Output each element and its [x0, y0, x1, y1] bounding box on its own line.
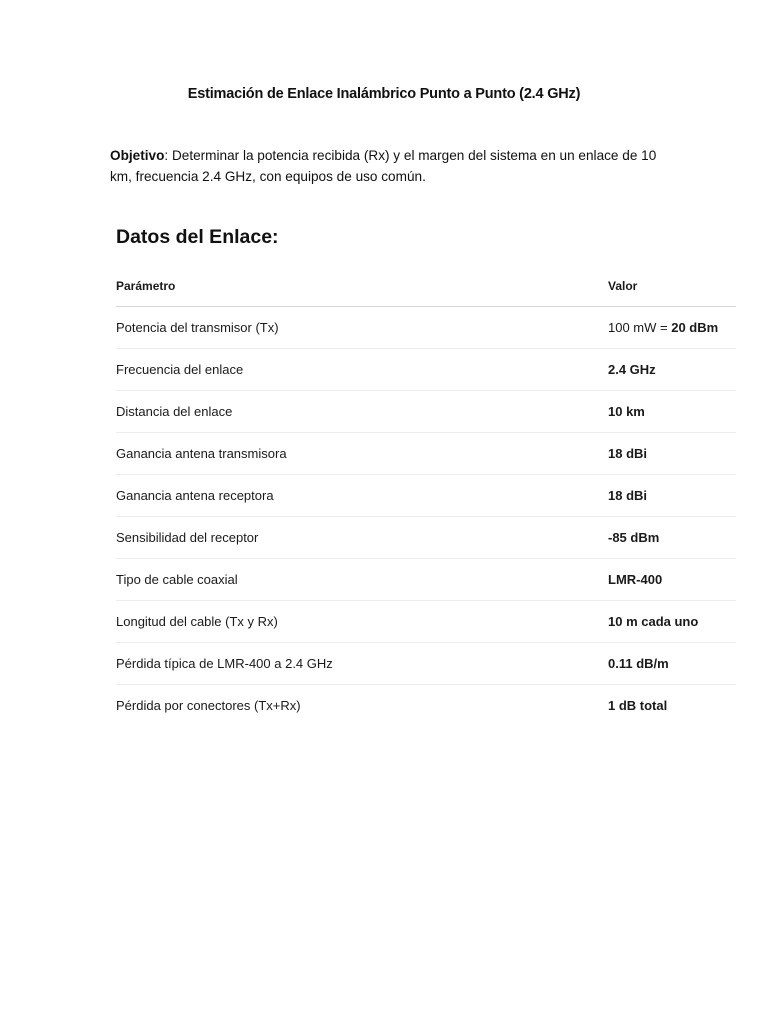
column-header-parameter: Parámetro	[116, 265, 608, 307]
table-row	[116, 391, 736, 433]
table-row	[116, 517, 736, 559]
value-prefix: 100 mW =	[608, 320, 672, 335]
value-text: 10 km	[608, 404, 645, 419]
param-cell: Ganancia antena transmisora	[116, 433, 608, 475]
value-text: 0.11 dB/m	[608, 656, 669, 671]
value-cell	[608, 475, 736, 517]
param-cell: Distancia del enlace	[116, 391, 608, 433]
table-header-row	[116, 265, 736, 307]
table-row	[116, 307, 736, 349]
value-text: 10 m cada uno	[608, 614, 699, 629]
value-cell	[608, 601, 736, 643]
table-row	[116, 643, 736, 685]
value-cell	[608, 307, 736, 349]
param-cell: Pérdida típica de LMR-400 a 2.4 GHz	[116, 643, 608, 685]
param-cell: Pérdida por conectores (Tx+Rx)	[116, 698, 301, 713]
document-title: Estimación de Enlace Inalámbrico Punto a Punto (2.4 GHz)	[187, 86, 581, 102]
value-text: 1 dB total	[608, 698, 668, 713]
value-cell	[608, 643, 736, 685]
table-row	[116, 349, 736, 391]
param-cell: Longitud del cable (Tx y Rx)	[116, 601, 608, 643]
table-row	[116, 685, 736, 727]
section-heading: Datos del Enlace:	[116, 226, 279, 248]
value-cell	[608, 517, 736, 559]
table-row	[116, 433, 736, 475]
table-row	[116, 475, 736, 517]
value-cell	[608, 685, 736, 727]
column-header-value: Valor	[608, 265, 736, 307]
value-text: 2.4 GHz	[608, 362, 656, 377]
value-cell	[608, 433, 736, 475]
value-cell	[608, 349, 736, 391]
objective-label: Objetivo	[110, 148, 165, 163]
table-row	[116, 601, 736, 643]
param-cell: Sensibilidad del receptor	[116, 517, 608, 559]
value-cell	[608, 391, 736, 433]
objective-text: : Determinar la potencia recibida (Rx) y el margen del sistema en un enlace de 10 km, frecuencia 2.4 GHz, con equipos de uso común.	[110, 148, 657, 184]
value-text: 18 dBi	[608, 446, 648, 461]
param-cell: Potencia del transmisor (Tx)	[116, 307, 608, 349]
value-cell	[608, 559, 736, 601]
link-data-table	[116, 265, 736, 726]
value-text: 20 dBm	[671, 320, 719, 335]
param-cell: Frecuencia del enlace	[116, 349, 608, 391]
value-text: 18 dBi	[608, 488, 648, 503]
objective-paragraph	[110, 145, 670, 187]
value-text: -85 dBm	[608, 530, 660, 545]
param-cell: Ganancia antena receptora	[116, 475, 608, 517]
value-text: LMR-400	[608, 572, 663, 587]
param-cell: Tipo de cable coaxial	[116, 559, 608, 601]
table-row	[116, 559, 736, 601]
